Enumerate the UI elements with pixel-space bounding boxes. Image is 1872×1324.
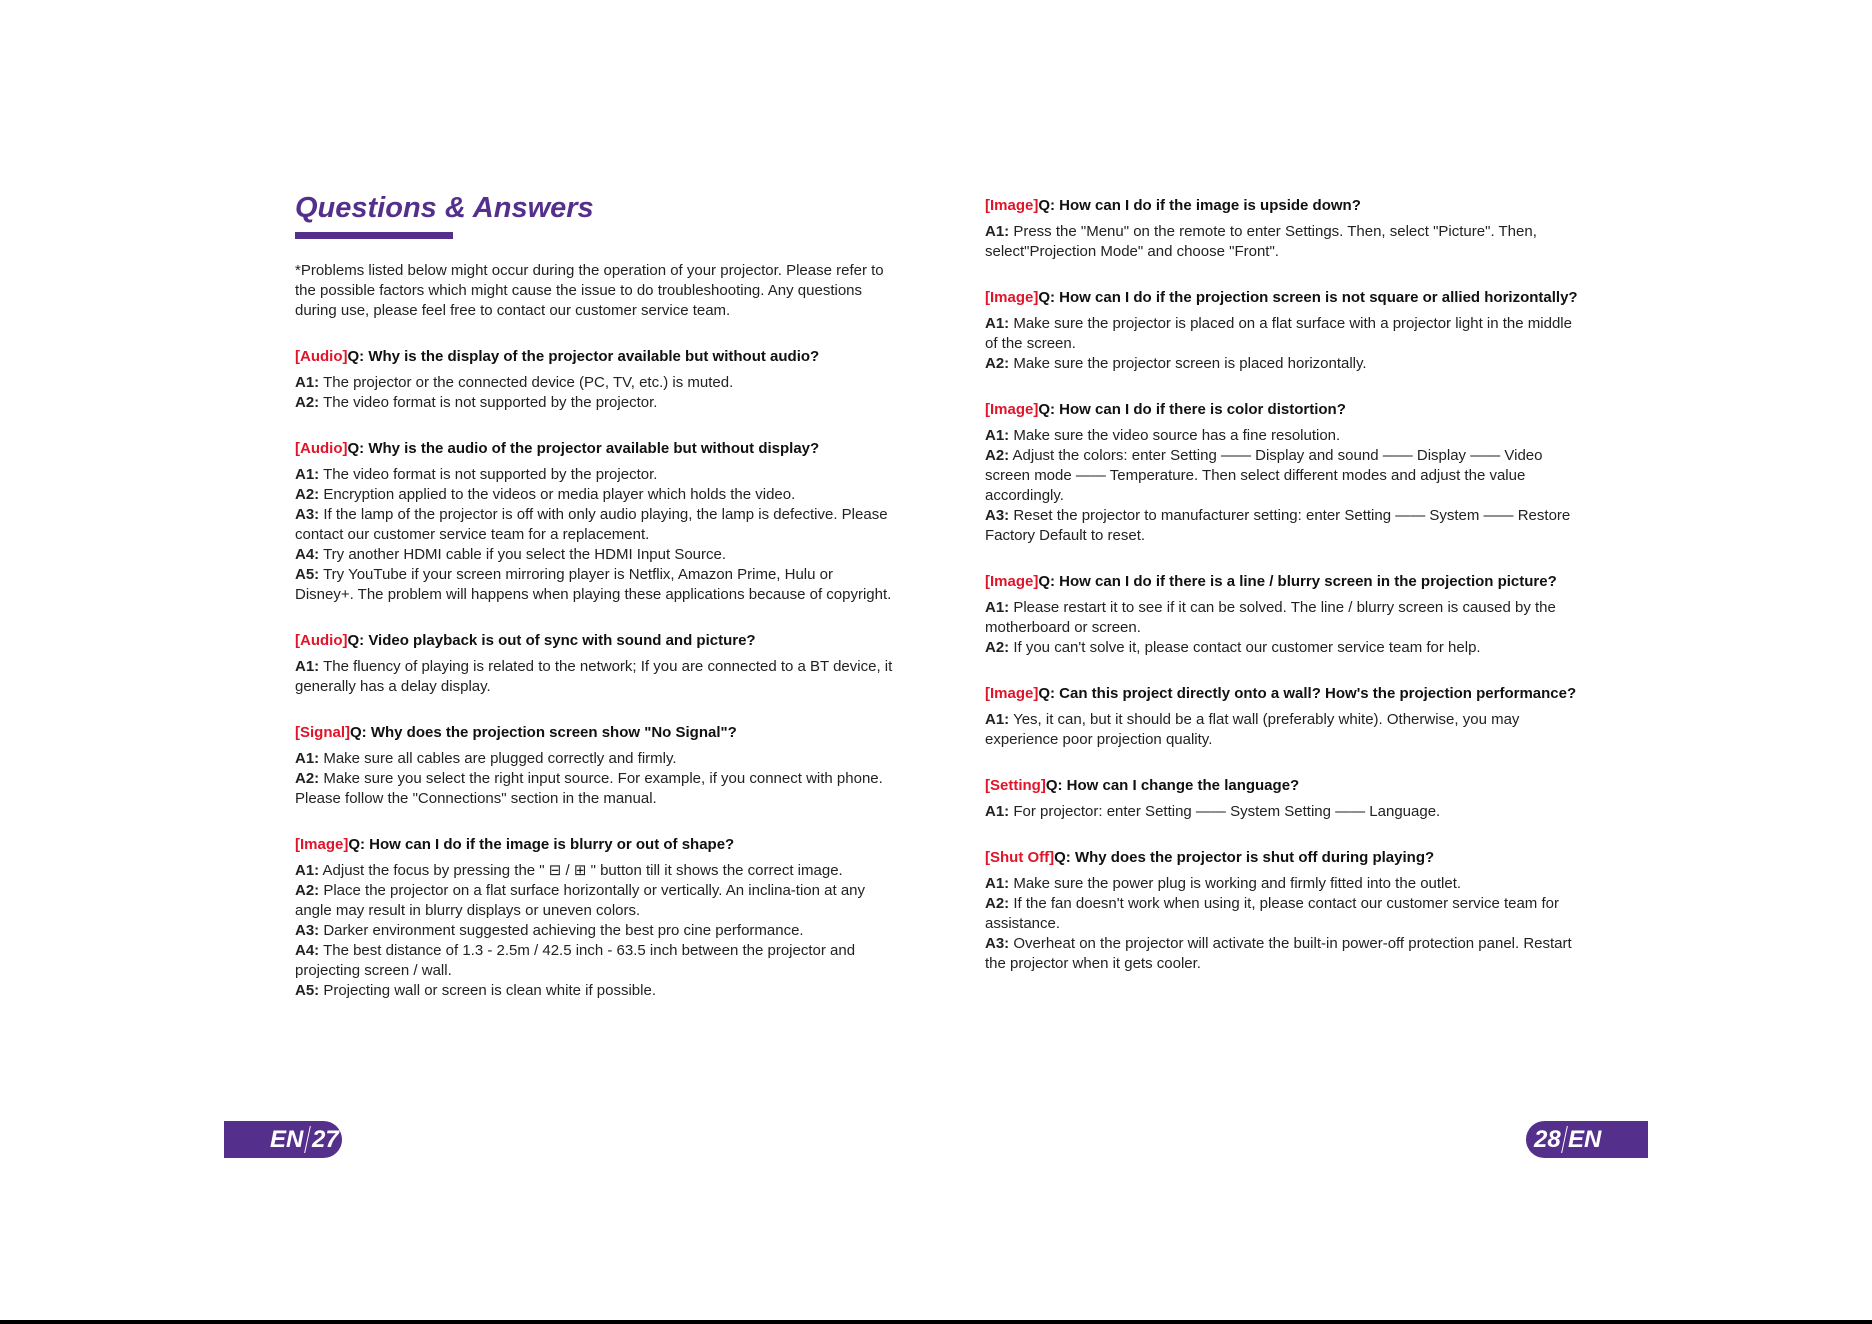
answer: [295, 505, 895, 545]
question-text: Q: Video playback is out of sync with sound and picture?: [347, 632, 756, 649]
answer-text: Make sure the projector is placed on a flat surface with a projector light in the middle of the screen.: [985, 315, 1572, 352]
answer-text: Darker environment suggested achieving the best pro cine performance.: [319, 922, 804, 939]
answer-text: Press the "Menu" on the remote to enter Settings. Then, select "Picture". Then, select"Projection Mode" and choose "Front".: [985, 223, 1537, 260]
question: [985, 288, 1585, 308]
category-tag: [Audio]: [295, 440, 348, 457]
answer: [295, 545, 895, 565]
question: [295, 723, 895, 743]
answer: [295, 393, 895, 413]
qa-block: [985, 572, 1585, 658]
question: [985, 400, 1585, 420]
answer: [295, 749, 895, 769]
right-page: [985, 196, 1585, 974]
qa-block: [295, 631, 895, 697]
answer-text: Make sure the projector screen is placed horizontally.: [1009, 355, 1367, 372]
answer: [985, 934, 1585, 974]
category-tag: [Image]: [985, 197, 1039, 214]
answer-label: A1:: [295, 658, 320, 675]
answer: [985, 506, 1585, 546]
answer-label: A1:: [985, 875, 1010, 892]
answer-label: A1:: [295, 750, 320, 767]
answer-text: Make sure you select the right input source. For example, if you connect with phone. Please follow the "Connections" section in the manual.: [295, 770, 883, 807]
answer-label: A1:: [295, 466, 320, 483]
category-tag: [Audio]: [295, 632, 348, 649]
qa-block: [985, 400, 1585, 546]
qa-block: [985, 684, 1585, 750]
category-tag: [Signal]: [295, 724, 350, 741]
question-text: Q: Why does the projection screen show "No Signal"?: [350, 724, 737, 741]
page-number: 28: [1534, 1126, 1561, 1153]
language-code: EN: [270, 1126, 304, 1153]
answer: [295, 861, 895, 881]
badge-divider: [1561, 1126, 1568, 1153]
answer-text: Make sure the power plug is working and firmly fitted into the outlet.: [1009, 875, 1462, 892]
answer-text: The fluency of playing is related to the network; If you are connected to a BT device, it generally has a delay display.: [295, 658, 893, 695]
question-text: Q: Can this project directly onto a wall? How's the projection performance?: [1038, 685, 1577, 702]
question: [295, 347, 895, 367]
answer-list: [985, 802, 1585, 822]
category-tag: [Audio]: [295, 348, 348, 365]
page-number: 27: [312, 1126, 339, 1153]
question: [985, 776, 1585, 796]
category-tag: [Image]: [985, 685, 1039, 702]
answer-label: A3:: [985, 935, 1010, 952]
answer-label: A2:: [295, 882, 320, 899]
answer-text: Try YouTube if your screen mirroring player is Netflix, Amazon Prime, Hulu or Disney+. The problem will happens when playing these applications because of copyright.: [295, 566, 892, 603]
answer-label: A1:: [985, 427, 1010, 444]
answer-text: Make sure the video source has a fine resolution.: [1009, 427, 1341, 444]
right-qa-list: [985, 196, 1585, 974]
question: [295, 439, 895, 459]
answer: [985, 894, 1585, 934]
answer-list: [985, 598, 1585, 658]
question-text: Q: How can I do if there is a line / blurry screen in the projection picture?: [1038, 573, 1557, 590]
answer: [295, 465, 895, 485]
answer-list: [295, 749, 895, 809]
answer-list: [295, 861, 895, 1001]
qa-block: [985, 288, 1585, 374]
title-underline: [295, 232, 453, 239]
bottom-border: [0, 1320, 1872, 1324]
answer-text: Encryption applied to the videos or media player which holds the video.: [319, 486, 796, 503]
answer: [985, 446, 1585, 506]
answer: [985, 638, 1585, 658]
answer-list: [985, 710, 1585, 750]
answer-list: [295, 657, 895, 697]
answer-label: A3:: [295, 506, 320, 523]
answer: [295, 769, 895, 809]
answer-text: If the lamp of the projector is off with only audio playing, the lamp is defective. Please contact our customer service team for a replacement.: [295, 506, 888, 543]
answer-text: Adjust the focus by pressing the " ⊟ / ⊞ " button till it shows the correct image.: [319, 862, 843, 879]
question-text: Q: How can I do if the projection screen is not square or allied horizontally?: [1038, 289, 1578, 306]
answer-label: A1:: [985, 223, 1010, 240]
answer-label: A3:: [295, 922, 320, 939]
answer-text: The video format is not supported by the projector.: [319, 466, 658, 483]
answer-label: A2:: [985, 355, 1010, 372]
answer-list: [985, 222, 1585, 262]
answer-label: A1:: [985, 315, 1010, 332]
answer-text: For projector: enter Setting —— System Setting —— Language.: [1009, 803, 1441, 820]
left-qa-list: [295, 347, 895, 1001]
question-text: Q: Why is the display of the projector available but without audio?: [347, 348, 820, 365]
question: [985, 848, 1585, 868]
answer-text: The projector or the connected device (PC, TV, etc.) is muted.: [319, 374, 734, 391]
question: [985, 196, 1585, 216]
answer: [985, 598, 1585, 638]
answer: [295, 373, 895, 393]
answer-label: A4:: [295, 942, 320, 959]
category-tag: [Shut Off]: [985, 849, 1055, 866]
answer-label: A1:: [985, 803, 1010, 820]
page-number-badge-right: [1526, 1121, 1648, 1158]
category-tag: [Image]: [985, 401, 1039, 418]
answer-label: A2:: [985, 639, 1010, 656]
answer: [985, 222, 1585, 262]
answer-text: If the fan doesn't work when using it, please contact our customer service team for assistance.: [985, 895, 1559, 932]
answer-text: Adjust the colors: enter Setting —— Display and sound —— Display —— Video screen mode —— Temperature. Then select different modes and adjust the value accordingly.: [985, 447, 1543, 504]
answer: [295, 657, 895, 697]
answer: [295, 565, 895, 605]
qa-block: [985, 196, 1585, 262]
answer: [985, 802, 1585, 822]
answer: [985, 874, 1585, 894]
question: [985, 684, 1585, 704]
qa-block: [295, 723, 895, 809]
answer-text: Try another HDMI cable if you select the HDMI Input Source.: [319, 546, 727, 563]
question-text: Q: How can I do if the image is upside down?: [1038, 197, 1361, 214]
question: [295, 631, 895, 651]
category-tag: [Image]: [985, 289, 1039, 306]
answer: [985, 354, 1585, 374]
qa-block: [295, 835, 895, 1001]
answer-label: A1:: [985, 711, 1010, 728]
answer: [985, 426, 1585, 446]
answer-list: [295, 465, 895, 605]
answer-text: Make sure all cables are plugged correctly and firmly.: [319, 750, 677, 767]
answer-list: [985, 426, 1585, 546]
answer: [295, 921, 895, 941]
answer-text: The video format is not supported by the projector.: [319, 394, 658, 411]
question-text: Q: How can I change the language?: [1045, 777, 1300, 794]
question: [985, 572, 1585, 592]
qa-block: [985, 776, 1585, 822]
answer-label: A5:: [295, 566, 320, 583]
qa-block: [295, 347, 895, 413]
answer: [295, 981, 895, 1001]
answer-label: A3:: [985, 507, 1010, 524]
answer-text: Yes, it can, but it should be a flat wall (preferably white). Otherwise, you may experience poor projection quality.: [985, 711, 1520, 748]
qa-block: [295, 439, 895, 605]
question: [295, 835, 895, 855]
answer-list: [985, 874, 1585, 974]
question-text: Q: How can I do if there is color distortion?: [1038, 401, 1346, 418]
qa-block: [985, 848, 1585, 974]
answer-label: A2:: [985, 895, 1010, 912]
page-title: Questions & Answers: [295, 192, 594, 224]
page-number-badge-left: [224, 1121, 342, 1158]
answer: [985, 314, 1585, 354]
answer-text: Reset the projector to manufacturer setting: enter Setting —— System —— Restore Factory Default to reset.: [985, 507, 1571, 544]
intro-text: *Problems listed below might occur during the operation of your projector. Please refer to the possible factors which might cause the issue to do troubleshooting. Any questions during use, please feel free to contact our customer service team.: [295, 262, 884, 319]
answer: [295, 881, 895, 921]
question-text: Q: How can I do if the image is blurry or out of shape?: [348, 836, 735, 853]
answer-text: If you can't solve it, please contact our customer service team for help.: [1009, 639, 1481, 656]
category-tag: [Setting]: [985, 777, 1046, 794]
answer-label: A1:: [295, 374, 320, 391]
answer-label: A2:: [985, 447, 1010, 464]
answer-text: The best distance of 1.3 - 2.5m / 42.5 inch - 63.5 inch between the projector and projecting screen / wall.: [295, 942, 856, 979]
answer-list: [985, 314, 1585, 374]
answer: [295, 485, 895, 505]
answer: [295, 941, 895, 981]
answer-label: A2:: [295, 486, 320, 503]
answer-label: A1:: [295, 862, 320, 879]
answer-label: A1:: [985, 599, 1010, 616]
answer-label: A2:: [295, 770, 320, 787]
answer-text: Place the projector on a flat surface horizontally or vertically. An inclina-tion at any angle may result in blurry displays or uneven colors.: [295, 882, 866, 919]
question-text: Q: Why is the audio of the projector available but without display?: [347, 440, 820, 457]
answer-text: Projecting wall or screen is clean white if possible.: [319, 982, 656, 999]
badge-divider: [304, 1126, 311, 1153]
category-tag: [Image]: [985, 573, 1039, 590]
answer-list: [295, 373, 895, 413]
language-code: EN: [1568, 1126, 1602, 1153]
question-text: Q: Why does the projector is shut off during playing?: [1054, 849, 1435, 866]
left-page: [295, 190, 895, 1001]
answer: [985, 710, 1585, 750]
category-tag: [Image]: [295, 836, 349, 853]
answer-text: Overheat on the projector will activate the built-in power-off protection panel. Restart the projector when it gets cooler.: [985, 935, 1572, 972]
answer-label: A5:: [295, 982, 320, 999]
answer-text: Please restart it to see if it can be solved. The line / blurry screen is caused by the motherboard or screen.: [985, 599, 1556, 636]
answer-label: A2:: [295, 394, 320, 411]
answer-label: A4:: [295, 546, 320, 563]
